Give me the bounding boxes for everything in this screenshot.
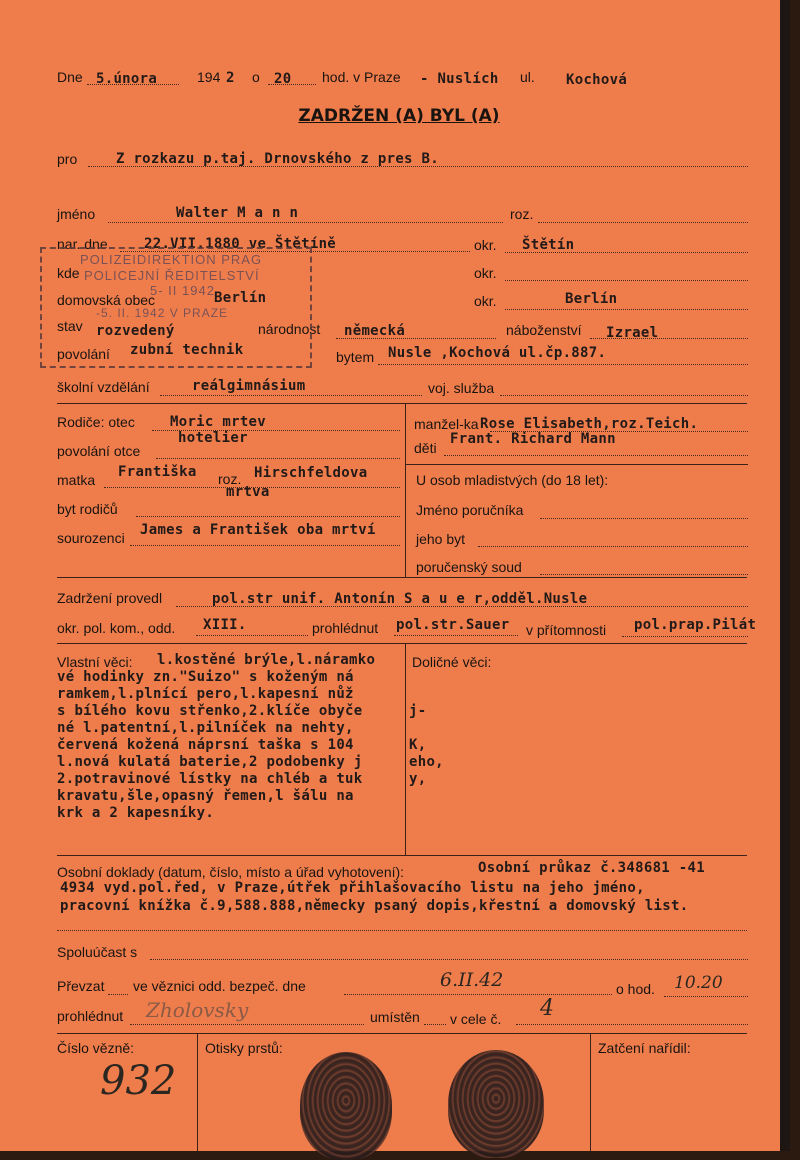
otec-label: Rodiče: otec [57,414,135,430]
okr-kom-label: okr. pol. kom., odd. [57,620,176,636]
otec-value: Moric mrtev [170,414,267,430]
cislo-vezne-value: 932 [100,1058,177,1104]
prohlednut-label: prohlédnut [312,620,379,636]
belongings-line-1: l.kostěné brýle,l.náramko [157,652,376,668]
jmeno-line [108,222,503,223]
umisten-line [424,1024,446,1025]
minors-divider [405,464,748,465]
prevzat-line [108,994,128,995]
kde-okr-line [505,280,748,281]
bytem-value: Nusle ,Kochová ul.čp.887. [388,345,607,361]
doklady-line [57,930,747,931]
cela-value: 4 [540,996,554,1021]
belongings-line-4: s bílého kovu střenko,2.klíče obyče [57,703,363,719]
belongings-line-9: kravatu,šle,opasný řemen,l šálu na [57,788,354,804]
prohlednut-value: pol.str.Sauer [396,617,510,633]
belongings-line-3: ramkem,l.plnící pero,l.kapesní nůž [57,686,354,702]
manzel-value: Rose Elisabeth,roz.Teich. [480,416,699,432]
porucnik-byt-label: jeho byt [416,531,466,547]
narozen-label: nar. dne [57,236,108,252]
deti-value: Frant. Richard Mann [450,431,616,447]
scan-edge [780,0,790,1151]
prohlednut2-line [130,1024,364,1025]
zadrzeni-value: pol.str unif. Antonín S a u e r,odděl.Nusle [212,591,588,607]
narozen-okr-label: okr. [474,237,497,253]
belongings-line-6: červená kožená náprsní taška s 104 [57,737,354,753]
belongings-overflow-1: j- [409,703,427,719]
bottom-divider-2 [590,1033,591,1151]
belongings-line-7: l.nová kulatá baterie,2 podobenky j [57,754,363,770]
cislo-vezne-label: Číslo vězně: [57,1040,135,1056]
povolani-value: zubní technik [130,342,244,358]
voj-line [500,395,748,396]
zadrzeni-label: Zadržení provedl [57,590,163,606]
kde-okr-label: okr. [474,265,497,281]
vlastni-veci-label: Vlastní věci: [57,654,133,670]
hour-value: 20 [274,71,292,87]
spoluucast-line [150,959,748,960]
prohlednut-line [394,635,518,636]
cela-line [516,1024,748,1025]
stamp-line-1: POLIZEIDIREKTION PRAG [80,252,263,267]
nabozenstvi-label: náboženství [506,322,582,338]
prevzat-hod-line [664,996,748,997]
povolani-otce-value: hotelier [178,430,248,446]
doklady-line-3: pracovní knížka č.9,588.888,německy psaný dopis,křestní a domovský list. [60,898,689,914]
prevzat-date-line [344,994,612,995]
sourozenci-value: James a František oba mrtví [140,522,376,538]
stav-value: rozvedený [96,323,175,339]
bottom-top-line [57,1033,747,1034]
nabozenstvi-value: Izrael [606,325,659,341]
o-label: o [252,69,260,85]
year-prefix: 194 [197,69,221,85]
prevzat-mid-label: ve věznici odd. bezpeč. dne [133,978,306,994]
belongings-overflow-4: y, [409,771,427,787]
bytem-line [378,364,748,365]
manzel-label: manžel-ka [414,416,479,432]
pro-label: pro [57,151,78,167]
hod-label: hod. v Praze [322,69,401,85]
matka-value: Františka [118,464,197,480]
mladistvi-heading: U osob mladistvých (do 18 let): [416,472,609,488]
belongings-bottom-line [57,855,747,856]
zatceni-label: Zatčení nařídil: [598,1040,691,1056]
prevzat-hod-label: o hod. [616,981,655,997]
voj-label: voj. služba [428,380,495,396]
street-value: Kochová [566,72,628,88]
jmeno-label: jméno [57,206,96,222]
belongings-overflow-3: eho, [409,754,444,770]
belongings-top-line [57,643,747,644]
okr-kom-value: XIII. [203,617,247,633]
matka-roz-label: roz. [218,471,242,487]
skolni-value: reálgimnásium [192,378,306,394]
domovska-value: Berlín [214,290,267,306]
kde-label: kde [57,265,80,281]
pritomnosti-line [622,636,748,637]
porucnik-label: Jméno poručníka [416,502,524,518]
soud-label: poručenský soud [416,559,522,575]
domovska-okr-value: Berlín [565,291,618,307]
pritomnosti-value: pol.prap.Pilát [634,617,757,633]
pritomnosti-label: v přítomnosti [526,622,607,638]
fingerprint-right [448,1050,544,1158]
form-title: ZADRŽEN (A) BYL (A) [298,106,500,126]
doklady-line-1: Osobní průkaz č.348681 -41 [478,860,705,876]
povolani-label: povolání [57,346,110,362]
byt-rodicu-line [136,516,400,517]
section-divider-1 [57,403,747,404]
belongings-divider [405,643,406,855]
pro-value: Z rozkazu p.taj. Drnovského z pres B. [116,151,439,167]
porucnik-line [540,518,748,519]
prohlednut2-signature: Zholovsky [146,998,249,1022]
porucnik-byt-line [478,546,748,547]
dolicne-label: Doličné věci: [412,654,492,670]
povolani-otce-label: povolání otce [57,443,141,459]
deti-line [444,455,748,456]
roz-line [538,222,748,223]
belongings-line-8: 2.potravinové lístky na chléb a tuk [57,771,363,787]
place-value: - Nuslích [420,71,499,87]
date-value: 5.února [96,71,158,87]
domovska-label: domovská obec [57,292,156,308]
sourozenci-label: sourozenci [57,530,125,546]
roz-label: roz. [510,206,534,222]
byt-rodicu-label: byt rodičů [57,501,118,517]
domovska-okr-label: okr. [474,293,497,309]
ul-label: ul. [520,69,535,85]
prevzat-date-value: 6.II.42 [440,969,504,991]
prohlednut2-label: prohlédnut [57,1008,124,1024]
dne-label: Dne [57,69,83,85]
spoluucast-label: Spoluúčast s [57,944,138,960]
belongings-line-10: krk a 2 kapesníky. [57,805,215,821]
belongings-line-5: né l.patentní,l.pilníček na nehty, [57,720,354,736]
narodnost-value: německá [344,323,406,339]
parents-spouse-divider [405,403,406,577]
doklady-line-2: 4934 vyd.pol.řed, v Praze,útřek přihlašovacího listu na jeho jméno, [60,880,645,896]
fingerprint-left [300,1052,392,1160]
skolni-label: školní vzdělání [57,379,150,395]
stamp-line-2: POLICEJNÍ ŘEDITELSTVÍ [84,268,260,283]
narozen-okr-value: Štětín [522,237,575,253]
okr-kom-line [196,635,308,636]
umisten-label: umístěn [370,1009,420,1025]
matka-mrtva: mrtva [226,484,270,500]
prevzat-hod-value: 10.20 [674,973,723,993]
otisky-label: Otisky prstů: [205,1040,283,1056]
section-divider-2 [57,577,747,578]
skolni-line [160,395,422,396]
narozen-value: 22.VII.1880 ve Štětíně [144,236,337,252]
stav-label: stav [57,318,83,334]
soud-line [540,574,748,575]
deti-label: děti [414,440,437,456]
cela-label: v cele č. [450,1011,502,1027]
domovska-okr-line [505,309,748,310]
stamp-date: -5. II. 1942 V PRAZE [96,306,229,320]
jmeno-value: Walter M a n n [176,205,299,221]
narodnost-label: národnost [258,321,321,337]
prevzat-label: Převzat [57,978,105,994]
povolani-otce-line [156,458,400,459]
matka-roz-value: Hirschfeldova [254,465,368,481]
matka-label: matka [57,472,96,488]
belongings-overflow-2: K, [409,737,427,753]
belongings-line-2: vé hodinky zn."Suizo" s koženým ná [57,669,354,685]
year-suffix: 2 [226,70,235,86]
stamp-line-3: 5- II 1942 [150,283,215,298]
bottom-divider-1 [197,1033,198,1151]
doklady-label: Osobní doklady (datum, číslo, místo a úřad vyhotovení): [57,864,405,880]
sourozenci-line [130,545,400,546]
bytem-label: bytem [336,349,375,365]
